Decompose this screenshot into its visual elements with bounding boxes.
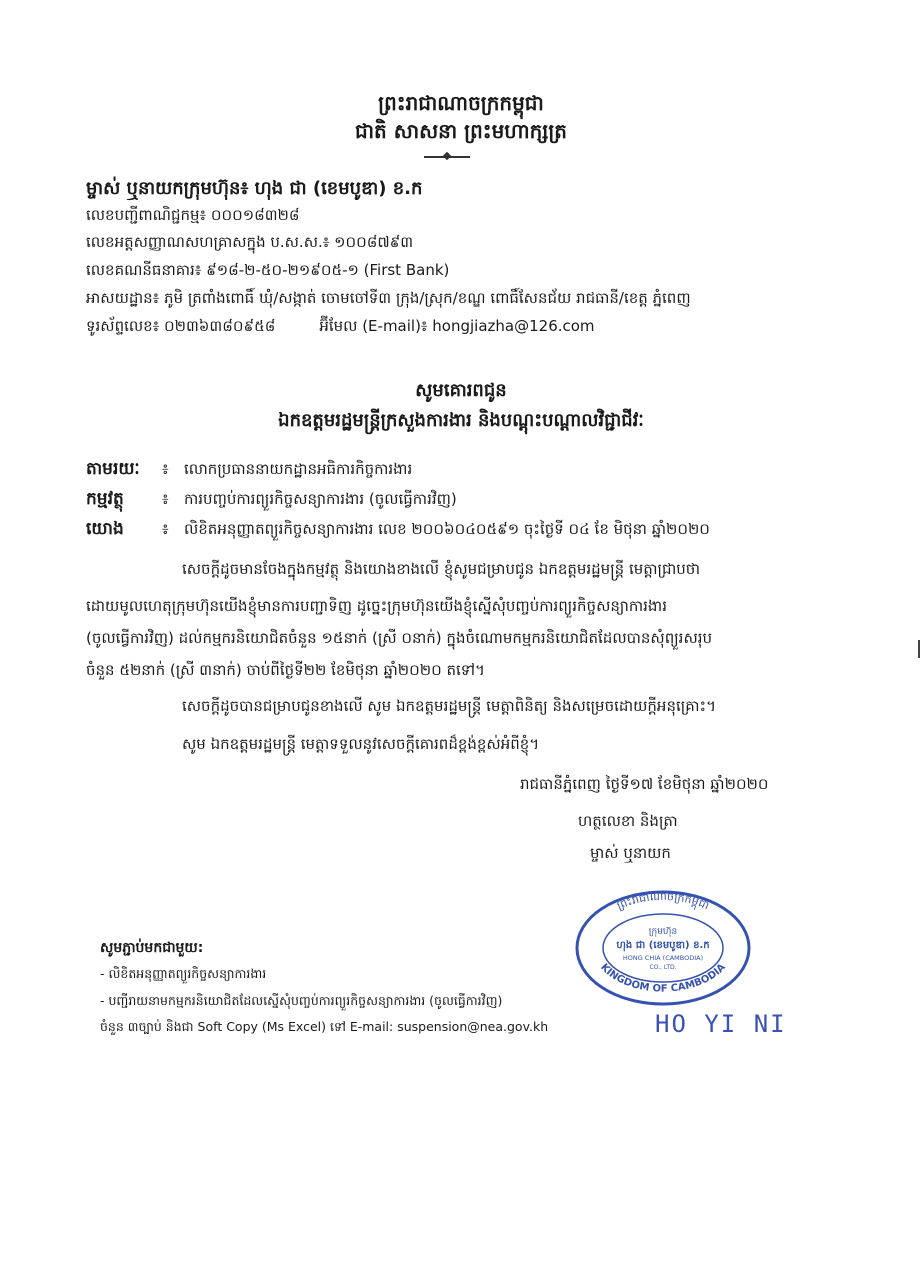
- company-owner-name: ម្ចាស់ ឬនាយកក្រុមហ៊ុន៖ ហុង ជា (ខេមបូឌា) ខ.ក: [86, 178, 423, 199]
- company-bank-account: លេខគណនីធនាគារ៖ ៩១៨-២-៥០-២១៩០៥-១ (First Bank): [86, 261, 450, 279]
- body-paragraph-1-line-4: ចំនួន ៥២នាក់ (ស្រី ៣នាក់) ចាប់ពីថ្ងៃទី២២ ខែមិថុនា ឆ្នាំ២០២០ តទៅ។: [86, 661, 485, 679]
- reference-label: យោង: [86, 519, 124, 539]
- body-paragraph-1-line-3: (ចូលធ្វើការវិញ) ដល់កម្មករនិយោជិតចំនួន ១៥នាក់ (ស្រី ០នាក់) ក្នុងចំណោមកម្មករនិយោជិតដែលបានសុំព្យួរសរុប: [86, 629, 713, 647]
- salutation: សូមគោរពជូន: [415, 380, 507, 401]
- via-colon: ៖: [162, 460, 169, 478]
- attachment-item-3: ចំនួន ៣ច្បាប់ និងជា Soft Copy (Ms Excel) ទៅ E-mail: suspension@nea.gov.kh: [100, 1019, 549, 1034]
- meta-via: [86, 458, 412, 483]
- attachments-title: សូមភ្ជាប់មកជាមួយ:: [100, 940, 204, 956]
- stamp-company-en-suffix: CO., LTD.: [649, 964, 677, 971]
- stamp-bottom-arc: KINGDOM OF CAMBODIA: [598, 961, 728, 995]
- stamp-company-en: HONG CHIA (CAMBODIA): [622, 954, 704, 962]
- signature-date: រាជធានីភ្នំពេញ ថ្ងៃទី១៧ ខែមិថុនា ឆ្នាំ២០២០: [520, 775, 769, 793]
- national-motto-kingdom: ព្រះរាជាណាចក្រកម្ពុជា: [378, 91, 544, 115]
- company-nssf-id: លេខអត្តសញ្ញាណសហគ្រាសក្នុង ប.ស.ស.៖ ១០០៨៧៩៣: [86, 233, 414, 251]
- body-paragraph-1-line-2: ដោយមូលហេតុក្រុមហ៊ុនយើងខ្ញុំមានការបញ្ជាទិញ ដូច្នេះក្រុមហ៊ុនយើងខ្ញុំស្នើសុំបញ្ចប់ការព្យួរកិច្ចសន្យាការងារ: [86, 597, 667, 615]
- scan-edge-mark: [918, 640, 920, 658]
- meta-subject: [86, 488, 457, 513]
- signature-role: ម្ចាស់ ឬនាយក: [590, 844, 671, 862]
- signature-label: ហត្ថលេខា និងត្រា: [578, 812, 678, 830]
- meta-reference: [86, 518, 710, 543]
- reference-colon: ៖: [162, 520, 169, 538]
- stamp-top-arc: ព្រះរាជាណាចក្រកម្ពុជា: [615, 889, 712, 913]
- subject-colon: ៖: [162, 490, 169, 508]
- stamp-company-kh-name: ហុង ជា (ខេមបូឌា) ខ.ក: [616, 940, 710, 951]
- company-email: អ៊ីមែល (E-mail)៖ hongjiazha@126.com: [319, 317, 595, 335]
- reference-value: លិខិតអនុញ្ញាតព្យួរកិច្ចសន្យាការងារ លេខ ២០០៦០៤០៥៩១ ចុះថ្ងៃទី ០៤ ខែ មិថុនា ឆ្នាំ២០២០: [184, 520, 710, 538]
- via-value: លោកប្រធាននាយកដ្ឋានអធិការកិច្ចការងារ: [184, 460, 413, 478]
- national-motto-nation: ជាតិ សាសនា ព្រះមហាក្សត្រ: [355, 119, 567, 143]
- company-seal-stamp: [573, 888, 753, 1006]
- company-registration: លេខបញ្ជីពាណិជ្ជកម្ម៖ ០០០១៨៣២៨: [86, 206, 300, 224]
- body-paragraph-1-line-1: សេចក្តីដូចមានចែងក្នុងកម្មវត្ថុ និងយោងខាងលើ ខ្ញុំសូមជម្រាបជូន ឯកឧត្តមរដ្ឋមន្ត្រី មេត្តាជ្រាបថា: [182, 560, 701, 578]
- body-paragraph-3: សូម ឯកឧត្តមរដ្ឋមន្ត្រី មេត្តាទទួលនូវសេចក្តីគោរពដ៏ខ្ពង់ខ្ពស់អំពីខ្ញុំ។: [182, 735, 540, 753]
- body-paragraph-2: សេចក្តីដូចបានជម្រាបជូនខាងលើ សូម ឯកឧត្តមរដ្ឋមន្ត្រី មេត្តាពិនិត្យ និងសម្រេចដោយក្តីអនុគ្រោះ។: [182, 697, 716, 715]
- attachment-item-1: - លិខិតអនុញ្ញាតព្យួរកិច្ចសន្យាការងារ: [100, 966, 267, 981]
- attachment-item-2: - បញ្ជីរាយនាមកម្មករនិយោជិតដែលស្នើសុំបញ្ចប់ការព្យួរកិច្ចសន្យាការងារ (ចូលធ្វើការវិញ): [100, 993, 503, 1008]
- via-label: តាមរយៈ: [86, 459, 140, 479]
- handwritten-signature: HO YI NI: [655, 1010, 787, 1038]
- subject-value: ការបញ្ចប់ការព្យួរកិច្ចសន្យាការងារ (ចូលធ្វើការវិញ): [184, 490, 457, 508]
- company-phone: ទូរស័ព្ទលេខ៖ ០២៣៦៣៨០៩៥៨: [86, 317, 276, 335]
- stamp-company-kh: ក្រុមហ៊ុន: [648, 927, 678, 937]
- subject-label: កម្មវត្ថុ: [86, 489, 124, 509]
- company-contact: [86, 317, 595, 339]
- company-address: អាសយដ្ឋាន៖ ភូមិ ត្រពាំងពោធិ៍ ឃុំ/សង្កាត់ ចោមចៅទី៣ ក្រុង/ស្រុក/ខណ្ឌ ពោធិ៍សែនជ័យ រាជធានី/ខេត្ត ភ្នំពេញ: [86, 289, 691, 307]
- ornament-divider: [424, 156, 470, 158]
- recipient-title: ឯកឧត្តមរដ្ឋមន្ត្រីក្រសួងការងារ និងបណ្តុះបណ្តាលវិជ្ជាជីវៈ: [278, 410, 644, 431]
